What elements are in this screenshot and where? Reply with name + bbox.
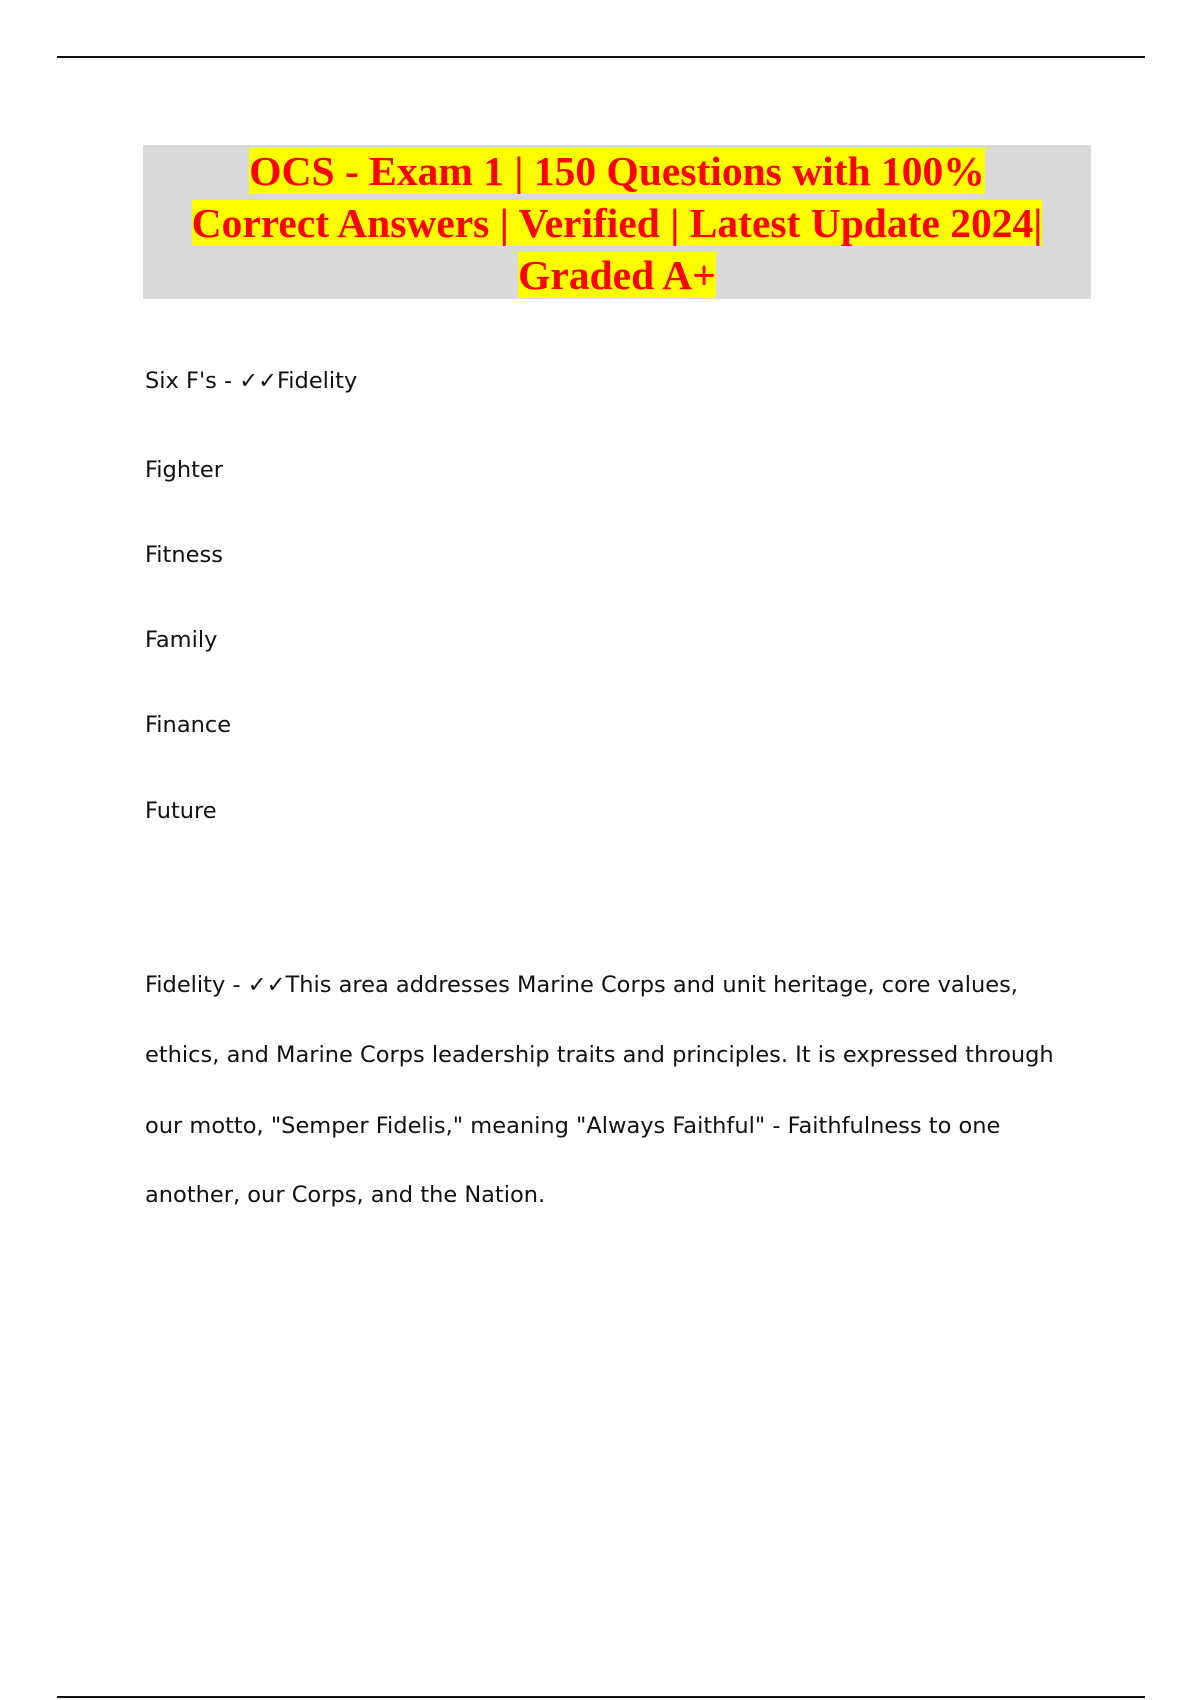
answer-line-future: Future: [145, 798, 217, 824]
title-line-1: OCS - Exam 1 | 150 Questions with 100%: [249, 148, 985, 194]
answer-line-fighter: Fighter: [145, 457, 224, 483]
title-line-3: Graded A+: [518, 252, 716, 298]
answer-line-finance: Finance: [145, 712, 232, 738]
document-title: [143, 145, 1091, 301]
question-fidelity: Fidelity - ✓✓This area addresses Marine Corps and unit heritage, core values,: [145, 972, 1018, 998]
answer-line-family: Family: [145, 627, 218, 653]
paragraph-line: ethics, and Marine Corps leadership traits and principles. It is expressed through: [145, 1042, 1054, 1068]
paragraph-line: another, our Corps, and the Nation.: [145, 1182, 546, 1208]
header-rule: [57, 56, 1145, 58]
title-line-2: Correct Answers | Verified | Latest Update 2024|: [191, 200, 1043, 246]
answer-line-fitness: Fitness: [145, 542, 223, 568]
title-banner: [143, 145, 1091, 299]
paragraph-line: our motto, "Semper Fidelis," meaning "Always Faithful" - Faithfulness to one: [145, 1113, 1001, 1139]
question-six-fs: Six F's - ✓✓Fidelity: [145, 368, 358, 394]
footer-rule: [57, 1696, 1145, 1698]
